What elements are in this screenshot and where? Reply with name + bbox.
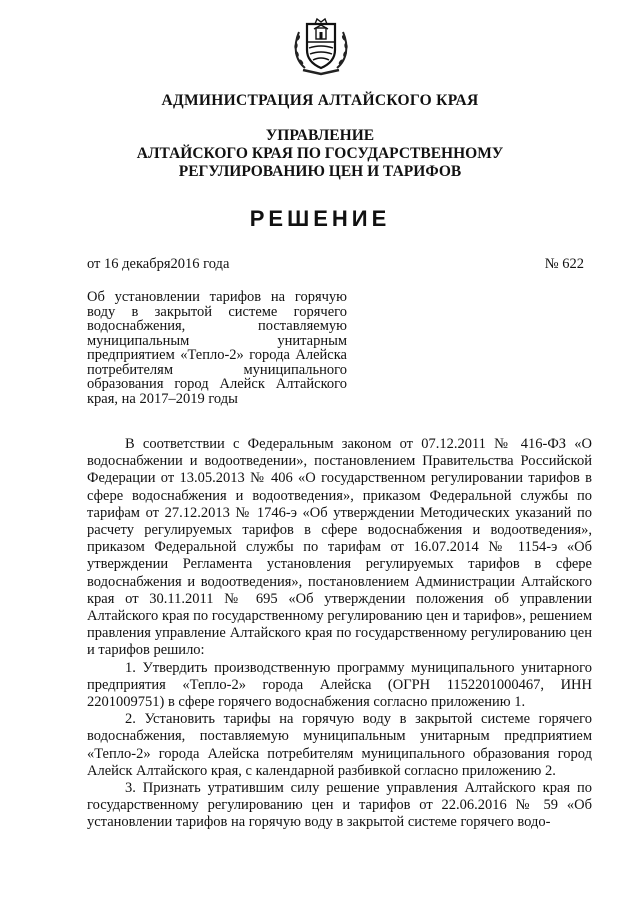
department-line: УПРАВЛЕНИЕ bbox=[265, 127, 375, 144]
department-line: АЛТАЙСКОГО КРАЯ ПО ГОСУДАРСТВЕННОМУ bbox=[136, 145, 504, 162]
list-item: 1. Утвердить производственную программу муниципального унитарного предприятия «Тепло-2» города Алейска (ОГРН 1152201000467, ИНН 2201009751) в сфере горячего водоснабжения согласно приложению 1. bbox=[87, 659, 592, 711]
department-line: РЕГУЛИРОВАНИЮ ЦЕН И ТАРИФОВ bbox=[178, 163, 462, 180]
intro-paragraph: В соответствии с Федеральным законом от 07.12.2011 № 416-ФЗ «О водоснабжении и водоотведении», постановлением Правительства Российской Федерации от 13.05.2013 № 406 «О государственном регулировании тарифов в сфере водоснабжения и водоотведения», приказом Федеральной службы по тарифам от 27.12.2013 № 1746-э «Об утверждении Методических указаний по расчету регулируемых тарифов в сфере водоснабжения и водоотведения», приказом Федеральной службы по тарифам от 16.07.2014 № 1154-э «Об утверждении Регламента установления регулируемых тарифов в сфере водоснабжения и водоотведения», постановлением Администрации Алтайского края от 30.11.2011 № 695 «Об утверждении положения об управлении Алтайского края по государственному регулированию цен и тарифов», решением правления управление Алтайского края по государственному регулированию цен и тарифов решило: bbox=[87, 436, 592, 659]
document-subject: Об установлении тарифов на горячую воду в закрытой системе горячего водоснабжения, поставляемую муниципальным унитарным предприятием «Тепло-2» города Алейска потребителям муниципального образования город Алейск Алтайского края, на 2017–2019 годы bbox=[87, 289, 347, 407]
document-body bbox=[87, 436, 592, 832]
list-item: 3. Признать утратившим силу решение управления Алтайского края по государственному регулированию цен и тарифов от 22.06.2016 № 59 «Об установлении тарифов на горячую воду в закрытой системе горячего водо- bbox=[87, 780, 592, 831]
document-title: РЕШЕНИЕ bbox=[249, 206, 391, 231]
document-date: от 16 декабря2016 года bbox=[87, 256, 230, 272]
organization-name: АДМИНИСТРАЦИЯ АЛТАЙСКОГО КРАЯ bbox=[161, 92, 479, 109]
list-item: 2. Установить тарифы на горячую воду в закрытой системе горячего водоснабжения, поставляемую муниципальным унитарным предприятием «Тепло-2» города Алейска потребителям муниципального образования город Алейск Алтайского края, с календарной разбивкой согласно приложению 2. bbox=[87, 711, 592, 779]
coat-of-arms-emblem bbox=[291, 16, 351, 78]
department-name bbox=[0, 127, 640, 181]
document-number: № 622 bbox=[544, 256, 584, 272]
